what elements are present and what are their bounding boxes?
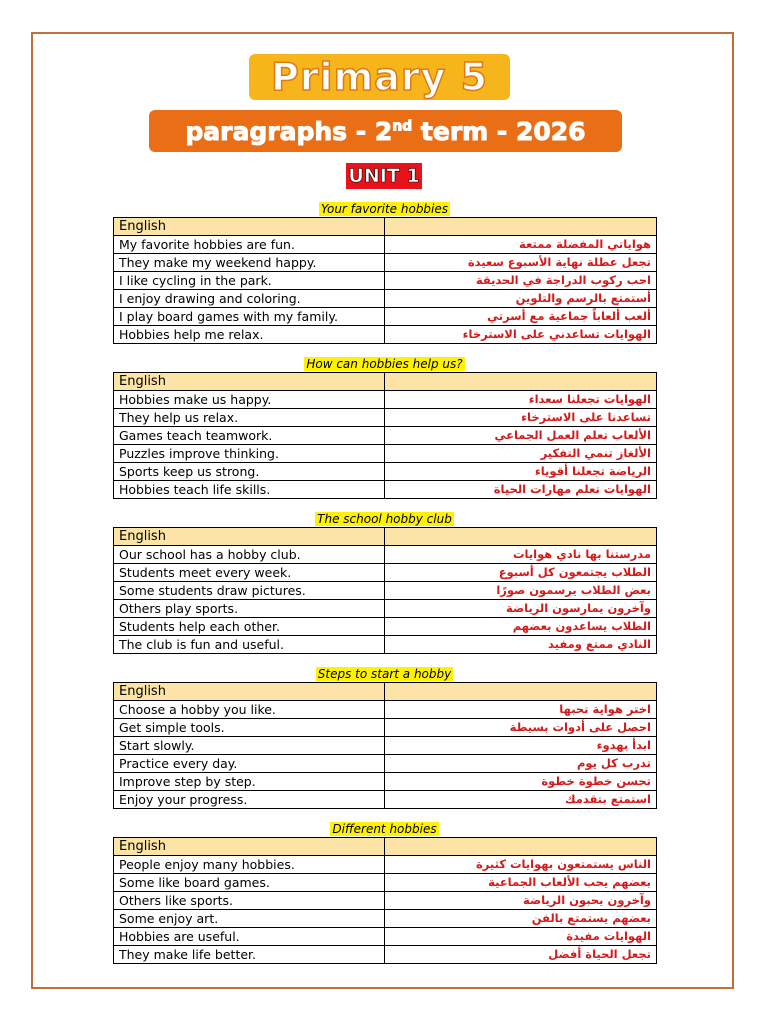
arabic-translation: ابدأ بهدوء [385, 737, 657, 755]
section-title-text: Steps to start a hobby [317, 667, 452, 681]
arabic-translation: استمتع بتقدمك [385, 791, 657, 809]
english-sentence: I play board games with my family. [114, 308, 385, 326]
english-sentence: My favorite hobbies are fun. [114, 236, 385, 254]
english-sentence: Games teach teamwork. [114, 427, 385, 445]
english-sentence: Choose a hobby you like. [114, 701, 385, 719]
table-row [114, 719, 657, 737]
section-title [113, 198, 656, 217]
arabic-translation: الهوايات مفيدة [385, 928, 657, 946]
table-row [114, 290, 657, 308]
english-sentence: Sports keep us strong. [114, 463, 385, 481]
arabic-translation: بعضهم يحب الألعاب الجماعية [385, 874, 657, 892]
header-cell-english: English [114, 683, 385, 701]
table-row [114, 773, 657, 791]
arabic-translation: النادي ممتع ومفيد [385, 636, 657, 654]
table-row [114, 326, 657, 344]
header-cell-arabic [385, 218, 657, 236]
english-sentence: Others like sports. [114, 892, 385, 910]
english-sentence: Puzzles improve thinking. [114, 445, 385, 463]
arabic-translation: الطلاب يجتمعون كل أسبوع [385, 564, 657, 582]
section-title-text: Your favorite hobbies [320, 202, 449, 216]
header-cell-arabic [385, 373, 657, 391]
header-cell-arabic [385, 683, 657, 701]
table-row [114, 737, 657, 755]
arabic-translation: ألعب ألعاباً جماعية مع أسرتي [385, 308, 657, 326]
english-sentence: Start slowly. [114, 737, 385, 755]
arabic-translation: تساعدنا على الاسترخاء [385, 409, 657, 427]
english-sentence: Hobbies are useful. [114, 928, 385, 946]
table-row [114, 755, 657, 773]
section-5 [113, 818, 656, 964]
english-sentence: I enjoy drawing and coloring. [114, 290, 385, 308]
table-header-row [114, 683, 657, 701]
arabic-translation: الألغاز تنمي التفكير [385, 445, 657, 463]
english-sentence: I like cycling in the park. [114, 272, 385, 290]
table-row [114, 564, 657, 582]
english-sentence: The club is fun and useful. [114, 636, 385, 654]
english-sentence: Students help each other. [114, 618, 385, 636]
table-row [114, 856, 657, 874]
table-row [114, 600, 657, 618]
section-2 [113, 353, 656, 499]
vocab-table [113, 527, 657, 654]
table-row [114, 791, 657, 809]
subtitle-badge [149, 110, 622, 152]
section-3 [113, 508, 656, 654]
arabic-translation: احصل على أدوات بسيطة [385, 719, 657, 737]
english-sentence: Some enjoy art. [114, 910, 385, 928]
section-title [113, 818, 656, 837]
table-header-row [114, 373, 657, 391]
section-1 [113, 198, 656, 344]
table-row [114, 636, 657, 654]
arabic-translation: الألعاب تعلم العمل الجماعي [385, 427, 657, 445]
table-row [114, 928, 657, 946]
section-title-text: Different hobbies [332, 822, 437, 836]
unit-label [346, 163, 422, 189]
table-row [114, 946, 657, 964]
section-title-text: How can hobbies help us? [306, 357, 463, 371]
table-row [114, 582, 657, 600]
english-sentence: They make life better. [114, 946, 385, 964]
arabic-translation: تدرب كل يوم [385, 755, 657, 773]
section-title [113, 508, 656, 527]
arabic-translation: بعضهم يستمتع بالفن [385, 910, 657, 928]
arabic-translation: الطلاب يساعدون بعضهم [385, 618, 657, 636]
table-row [114, 409, 657, 427]
arabic-translation: وآخرون يحبون الرياضة [385, 892, 657, 910]
title-badge [249, 54, 510, 100]
english-sentence: Others play sports. [114, 600, 385, 618]
english-sentence: They make my weekend happy. [114, 254, 385, 272]
header-cell-arabic [385, 528, 657, 546]
table-header-row [114, 218, 657, 236]
header-cell-english: English [114, 373, 385, 391]
unit-label-text: UNIT 1 [348, 165, 420, 187]
arabic-translation: احب ركوب الدراجة في الحديقة [385, 272, 657, 290]
arabic-translation: أستمتع بالرسم والتلوين [385, 290, 657, 308]
table-row [114, 546, 657, 564]
table-row [114, 308, 657, 326]
arabic-translation: تجعل الحياة أفضل [385, 946, 657, 964]
vocab-table [113, 372, 657, 499]
section-title-text: The school hobby club [317, 512, 452, 526]
header-cell-english: English [114, 838, 385, 856]
english-sentence: Hobbies help me relax. [114, 326, 385, 344]
arabic-translation: تحسن خطوة خطوة [385, 773, 657, 791]
vocab-table [113, 682, 657, 809]
english-sentence: Get simple tools. [114, 719, 385, 737]
table-row [114, 892, 657, 910]
english-sentence: Practice every day. [114, 755, 385, 773]
english-sentence: Students meet every week. [114, 564, 385, 582]
arabic-translation: الناس يستمتعون بهوايات كثيرة [385, 856, 657, 874]
table-row [114, 701, 657, 719]
table-row [114, 391, 657, 409]
english-sentence: Our school has a hobby club. [114, 546, 385, 564]
table-row [114, 874, 657, 892]
section-title [113, 353, 656, 372]
english-sentence: Enjoy your progress. [114, 791, 385, 809]
header-cell-english: English [114, 218, 385, 236]
arabic-translation: الهوايات تعلم مهارات الحياة [385, 481, 657, 499]
arabic-translation: وآخرون يمارسون الرياضة [385, 600, 657, 618]
page-title: Primary 5 [270, 55, 489, 99]
vocab-table [113, 217, 657, 344]
table-row [114, 463, 657, 481]
table-header-row [114, 528, 657, 546]
table-row [114, 618, 657, 636]
english-sentence: They help us relax. [114, 409, 385, 427]
arabic-translation: تجعل عطلة نهاية الأسبوع سعيدة [385, 254, 657, 272]
page-subtitle [185, 117, 585, 146]
arabic-translation: الهوايات تجعلنا سعداء [385, 391, 657, 409]
table-row [114, 445, 657, 463]
arabic-translation: الهوايات تساعدني على الاسترخاء [385, 326, 657, 344]
header-cell-arabic [385, 838, 657, 856]
subtitle-superscript: nd [392, 118, 413, 135]
arabic-translation: اختر هواية تحبها [385, 701, 657, 719]
table-row [114, 910, 657, 928]
arabic-translation: بعض الطلاب يرسمون صورًا [385, 582, 657, 600]
table-row [114, 427, 657, 445]
arabic-translation: الرياضة تجعلنا أقوياء [385, 463, 657, 481]
english-sentence: Some students draw pictures. [114, 582, 385, 600]
english-sentence: Hobbies make us happy. [114, 391, 385, 409]
english-sentence: Improve step by step. [114, 773, 385, 791]
arabic-translation: مدرستنا بها نادي هوايات [385, 546, 657, 564]
section-4 [113, 663, 656, 809]
table-row [114, 481, 657, 499]
header-cell-english: English [114, 528, 385, 546]
english-sentence: Some like board games. [114, 874, 385, 892]
section-title [113, 663, 656, 682]
subtitle-suffix: term - 2026 [412, 116, 586, 146]
table-row [114, 272, 657, 290]
subtitle-prefix: paragraphs - 2 [185, 116, 393, 146]
vocab-table [113, 837, 657, 964]
arabic-translation: هواياتي المفضلة ممتعة [385, 236, 657, 254]
english-sentence: People enjoy many hobbies. [114, 856, 385, 874]
table-row [114, 236, 657, 254]
table-row [114, 254, 657, 272]
english-sentence: Hobbies teach life skills. [114, 481, 385, 499]
table-header-row [114, 838, 657, 856]
